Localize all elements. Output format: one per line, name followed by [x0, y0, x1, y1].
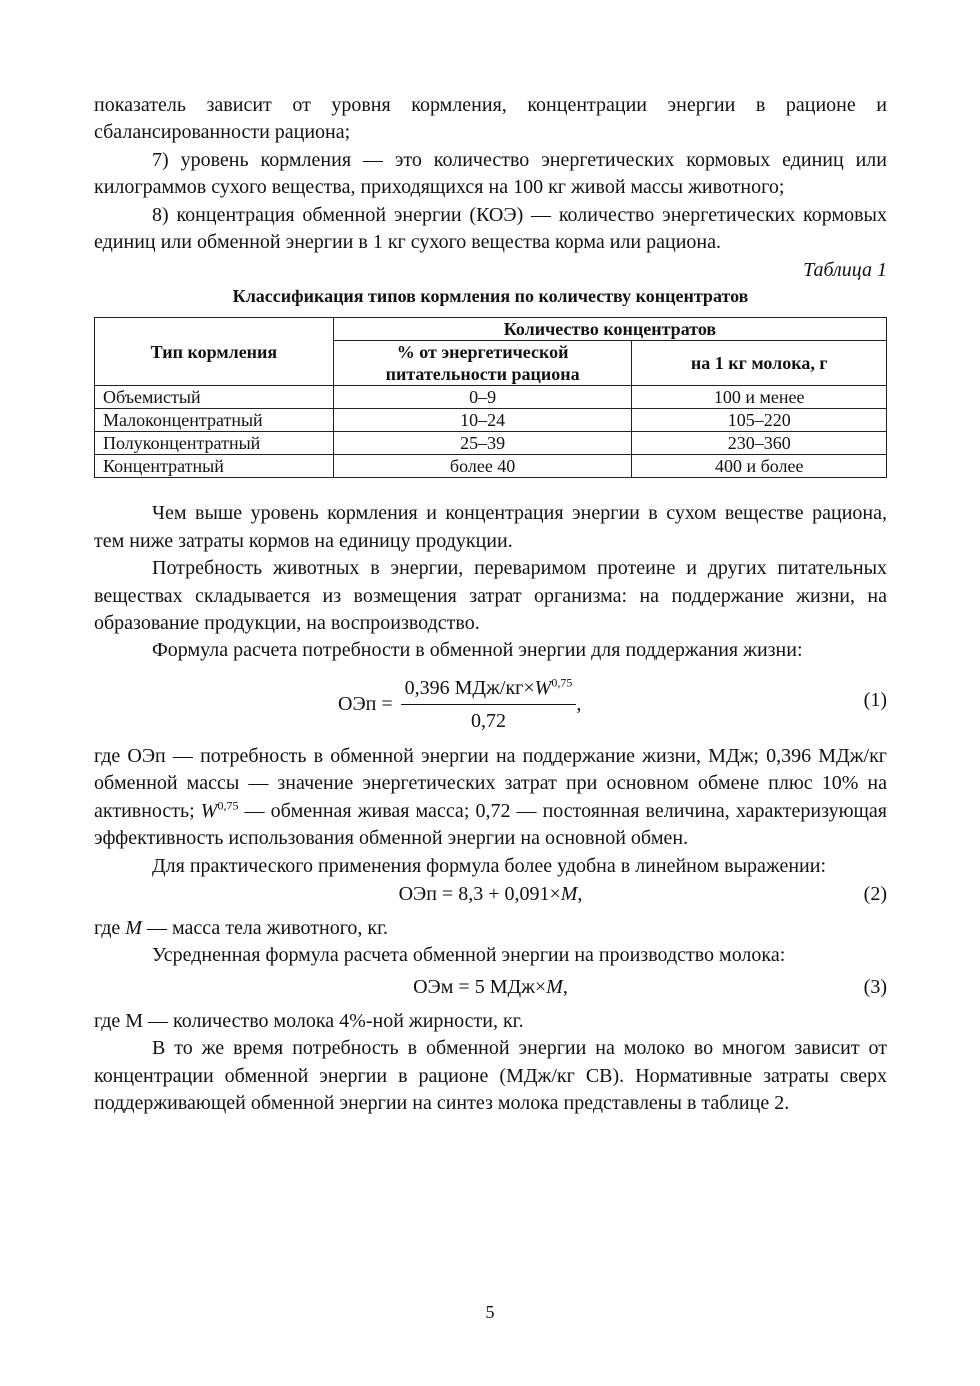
header-percent-energy: % от энергетической питательности рациона — [333, 341, 632, 386]
cell-type: Малоконцентратный — [95, 409, 334, 432]
formula-3: ОЭм = 5 МДж×М, (3) — [94, 974, 887, 1004]
cell-percent: более 40 — [333, 455, 632, 478]
formula-1-number: (1) — [863, 688, 887, 711]
formula-3-number: (3) — [863, 975, 887, 998]
classification-table — [94, 317, 887, 478]
cell-per-kg: 400 и более — [632, 455, 887, 478]
paragraph-milk-energy: В то же время потребность в обменной энергии на молоко во многом зависит от концентрации обменной энергии в рационе (МДж/кг СВ). Нормативные затраты сверх поддерживающей обменной энергии на синтез молока представлены в таблице 2. — [94, 1037, 887, 1114]
cell-percent: 10–24 — [333, 409, 632, 432]
formula-1-comma: , — [576, 692, 582, 715]
table-title: Классификация типов кормления по количеству концентратов — [232, 286, 749, 307]
cell-type: Объемистый — [95, 386, 334, 409]
table-row — [95, 386, 887, 409]
formula-1-denominator: 0,72 — [470, 709, 506, 732]
table-row — [95, 455, 887, 478]
page-number: 5 — [485, 1302, 495, 1322]
formula-1 — [94, 671, 887, 735]
paragraph-milk-formula-intro: Усредненная формула расчета обменной энергии на производство молока: — [152, 944, 786, 967]
paragraph-formula-3-legend: где М — количество молока 4%-ной жирности, кг. — [94, 1009, 524, 1032]
cell-per-kg: 230–360 — [632, 432, 887, 455]
paragraph-formula-intro: Формула расчета потребности в обменной энергии для поддержания жизни: — [152, 639, 803, 662]
paragraph-formula-1-legend: где ОЭп — потребность в обменной энергии на поддержание жизни, МДж; 0,396 МДж/кг обменной массы — значение энергетических затрат при основном обмене плюс 10% на активность; W$^{0,75}$ — обменная живая масса; 0,72 — постоянная величина, характеризующая эффективность использования обменной энергии на основной обмен. — [94, 744, 887, 850]
table-row — [95, 432, 887, 455]
formula-2-number: (2) — [863, 882, 887, 905]
paragraph-linear-form: Для практического применения формула более удобна в линейном выражении: — [152, 854, 826, 877]
formula-2: ОЭп = 8,3 + 0,091×М, (2) — [94, 881, 887, 911]
paragraph-feeding-level: 7) уровень кормления — это количество энергетических кормовых единиц или килограммов сухого вещества, приходящихся на 100 кг живой массы животного; — [94, 148, 887, 199]
cell-percent: 25–39 — [333, 432, 632, 455]
paragraph-energy-concentration: 8) концентрация обменной энергии (КОЭ) — количество энергетических кормовых единиц или обменной энергии в 1 кг сухого вещества корма или рациона. — [94, 203, 887, 254]
document-page — [94, 92, 887, 1117]
table-row — [95, 409, 887, 432]
cell-per-kg: 105–220 — [632, 409, 887, 432]
formula-1-fraction — [401, 675, 577, 734]
cell-type: Полуконцентратный — [95, 432, 334, 455]
header-feeding-type: Тип кормления — [95, 318, 334, 386]
cell-percent: 0–9 — [333, 386, 632, 409]
header-per-kg-milk: на 1 кг молока, г — [632, 341, 887, 386]
formula-1-lhs: ОЭп = — [338, 692, 393, 715]
formula-1-numerator: 0,396 МДж/$кг\times W^{0,75}$ — [401, 675, 577, 705]
header-concentrates-amount: Количество концентратов — [333, 318, 886, 341]
table-caption-label: Таблица 1 — [803, 259, 887, 282]
paragraph-feeding-cost: Чем выше уровень кормления и концентрация энергии в сухом веществе рациона, тем ниже затраты кормов на единицу продукции. — [94, 502, 887, 552]
cell-per-kg: 100 и менее — [632, 386, 887, 409]
cell-type: Концентратный — [95, 455, 334, 478]
paragraph-formula-2-legend: где М — масса тела животного, кг. — [94, 916, 389, 939]
paragraph-1: показатель зависит от уровня кормления, концентрации энергии в рационе и сбалансированности рациона; — [94, 94, 887, 144]
paragraph-energy-needs: Потребность животных в энергии, переваримом протеине и других питательных веществах складывается из возмещения затрат организма: на поддержание жизни, на образование продукции, на воспроизводство. — [94, 557, 887, 635]
